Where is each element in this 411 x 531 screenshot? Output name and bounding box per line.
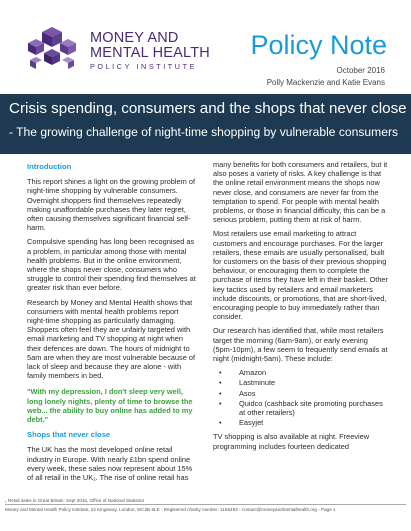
hexagon-cubes-logo-icon: [22, 25, 82, 75]
org-name-line2: MENTAL HEALTH: [90, 45, 210, 61]
document-authors: Polly Mackenzie and Katie Evans: [266, 78, 385, 87]
list-item: • Quidco (cashback site promoting purchases at other retailers): [213, 399, 389, 417]
report-subtitle: - The growing challenge of night-time shopping by vulnerable consumers: [9, 125, 399, 139]
document-type-heading: Policy Note: [250, 30, 387, 60]
list-item: • Easyjet: [213, 418, 389, 427]
paragraph: many benefits for both consumers and retailers, but it also poses a variety of risks. A key challenge is that the online retail environment means the shops now never close, and consumers are never far from the temptation to spend. For people with mental health problems, or those in financial difficulty, this can be a serious problem, putting them at risk of harm.: [213, 160, 388, 225]
pull-quote: "With my depression, I don't sleep very well, long lonely nights, plenty of time to browse the web... the ability to buy online has added to my debt.": [27, 387, 193, 425]
list-item: • Asos: [213, 389, 389, 398]
paragraph: Most retailers use email marketing to attract customers and encourage purchases. For the larger retailers, these emails are usually personalised, built for customers on the basis of their previous shopping behaviour, or encouraging them to complete the purchase of items they have left in their basket. Other key tactics used by retailers and email marketers include discounts, or promotions, that are short-lived, encouraging people to buy immediately rather than consider.: [213, 229, 389, 322]
list-item: • Amazon: [213, 368, 389, 377]
report-title: Crisis spending, consumers and the shops that never close: [9, 100, 407, 117]
introduction-heading: Introduction: [27, 162, 72, 171]
shops-heading: Shops that never close: [27, 430, 111, 440]
left-column: [27, 162, 199, 487]
footer-divider: [5, 504, 406, 505]
footer-text: Money and Mental Health Policy Institute, 22 Kingsway, London, WC2B 6LE - Registered charity number: 1166493 - contact@moneyandmentalhealth.org - Page 1: [5, 507, 336, 512]
document-date: October 2016: [336, 66, 385, 75]
retailer-list: [213, 368, 389, 427]
title-banner: [0, 94, 411, 154]
paragraph: Compulsive spending has long been recognised as a problem, in particular among those with mental health problems. But in the online environment, where the shops never close, consumers who struggle to control their spending find themselves at greater risk than ever before.: [27, 237, 196, 293]
org-name-line1: MONEY AND: [90, 30, 179, 46]
org-subtitle: POLICY INSTITUTE: [90, 62, 197, 71]
right-column: [213, 160, 389, 456]
footnote: ₁ Retail sales in Great Britain: Sept 2016, Office of National Statistics: [5, 498, 145, 503]
paragraph: The UK has the most developed online retail industry in Europe. With nearly £1bn spend online every week, these sales now represent about 15% of all retail in the UK₁. The rise of online retail has: [27, 445, 193, 483]
paragraph: TV shopping is also available at night. Freeview programming includes fourteen dedicated: [213, 432, 370, 451]
paragraph: This report shines a light on the growing problem of night-time shopping by vulnerable consumers. Overnight shoppers find themselves repeatedly making unaffordable purchases they later regret, often causing themselves significant financial self-harm.: [27, 177, 196, 233]
paragraph: Our research has identified that, while most retailers target the morning (6am-9am), or early evening (5pm-10pm), a few seem to frequently send emails at night (midnight-5am). These include:: [213, 326, 388, 364]
paragraph: Research by Money and Mental Health shows that consumers with mental health problems report night-time shopping as particularly damaging. Shoppers often feel they are unfairly targeted with email marketing and TV shopping at night when their defences are down. The hours of midnight to 5am are when they are most vulnerable because of lack of sleep and because they are alone - with family members in bed.: [27, 297, 196, 381]
org-name: [90, 31, 230, 71]
list-item: • Lastminute: [213, 378, 389, 387]
